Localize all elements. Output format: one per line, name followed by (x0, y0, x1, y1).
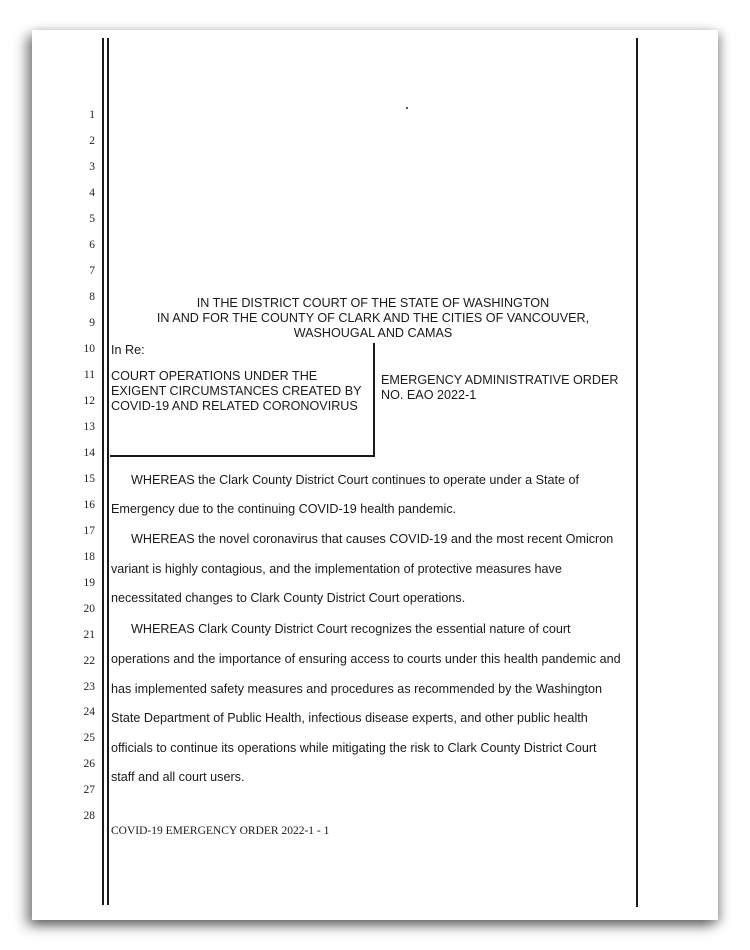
line-number: 3 (89, 161, 95, 173)
line-number: 21 (83, 629, 95, 641)
line-number: 8 (89, 291, 95, 303)
body-line: necessitated changes to Clark County District Court operations. (111, 591, 466, 605)
line-number: 20 (83, 603, 95, 615)
line-number: 12 (83, 395, 95, 407)
line-number: 4 (89, 187, 95, 199)
line-number: 10 (83, 343, 95, 355)
line-number: 2 (89, 135, 95, 147)
body-line: officials to continue its operations while mitigating the risk to Clark County District Court (111, 741, 597, 755)
line-number: 9 (89, 317, 95, 329)
line-number: 16 (83, 499, 95, 511)
order-title-line: EMERGENCY ADMINISTRATIVE ORDER (381, 373, 619, 387)
line-number: 7 (89, 265, 95, 277)
body-line: has implemented safety measures and procedures as recommended by the Washington (111, 682, 602, 696)
line-number: 6 (89, 239, 95, 251)
matter-line: EXIGENT CIRCUMSTANCES CREATED BY (111, 384, 362, 398)
line-number: 13 (83, 421, 95, 433)
caption-bottom-rule (110, 455, 375, 457)
left-margin-rule-inner (107, 38, 109, 905)
line-number: 22 (83, 655, 95, 667)
line-number: 23 (83, 681, 95, 693)
page-footer: COVID-19 EMERGENCY ORDER 2022-1 - 1 (111, 825, 330, 837)
line-number: 17 (83, 525, 95, 537)
line-number: 5 (89, 213, 95, 225)
court-header-line: IN AND FOR THE COUNTY OF CLARK AND THE CITIES OF VANCOUVER, (156, 311, 590, 325)
matter-line: COVID-19 AND RELATED CORONOVIRUS (111, 399, 358, 413)
matter-line: COURT OPERATIONS UNDER THE (111, 369, 318, 383)
order-title-line: NO. EAO 2022-1 (381, 388, 477, 402)
scan-speck (406, 107, 408, 109)
body-line: staff and all court users. (111, 770, 245, 784)
body-line: WHEREAS the novel coronavirus that causes COVID-19 and the most recent Omicron (131, 532, 614, 546)
line-number: 18 (83, 551, 95, 563)
left-margin-rule-outer (102, 38, 104, 905)
body-line: State Department of Public Health, infectious disease experts, and other public health (111, 711, 588, 725)
line-number: 15 (83, 473, 95, 485)
line-number: 14 (83, 447, 95, 459)
line-number: 25 (83, 732, 95, 744)
right-margin-rule (636, 38, 638, 907)
body-line: variant is highly contagious, and the implementation of protective measures have (111, 562, 562, 576)
line-number: 24 (83, 706, 95, 718)
line-number: 26 (83, 758, 95, 770)
line-number: 1 (89, 109, 95, 121)
body-line: operations and the importance of ensuring access to courts under this health pandemic and (111, 652, 621, 666)
body-line: Emergency due to the continuing COVID-19 health pandemic. (111, 502, 457, 516)
court-header-line: IN THE DISTRICT COURT OF THE STATE OF WASHINGTON (196, 296, 550, 310)
line-number: 19 (83, 577, 95, 589)
line-number: 28 (83, 810, 95, 822)
body-line: WHEREAS Clark County District Court recognizes the essential nature of court (131, 622, 571, 636)
caption-divider (373, 343, 375, 456)
in-re-label: In Re: (111, 343, 145, 357)
line-number: 11 (83, 369, 95, 381)
court-header-line: WASHOUGAL AND CAMAS (293, 326, 453, 340)
line-number: 27 (83, 784, 95, 796)
body-line: WHEREAS the Clark County District Court continues to operate under a State of (131, 473, 579, 487)
